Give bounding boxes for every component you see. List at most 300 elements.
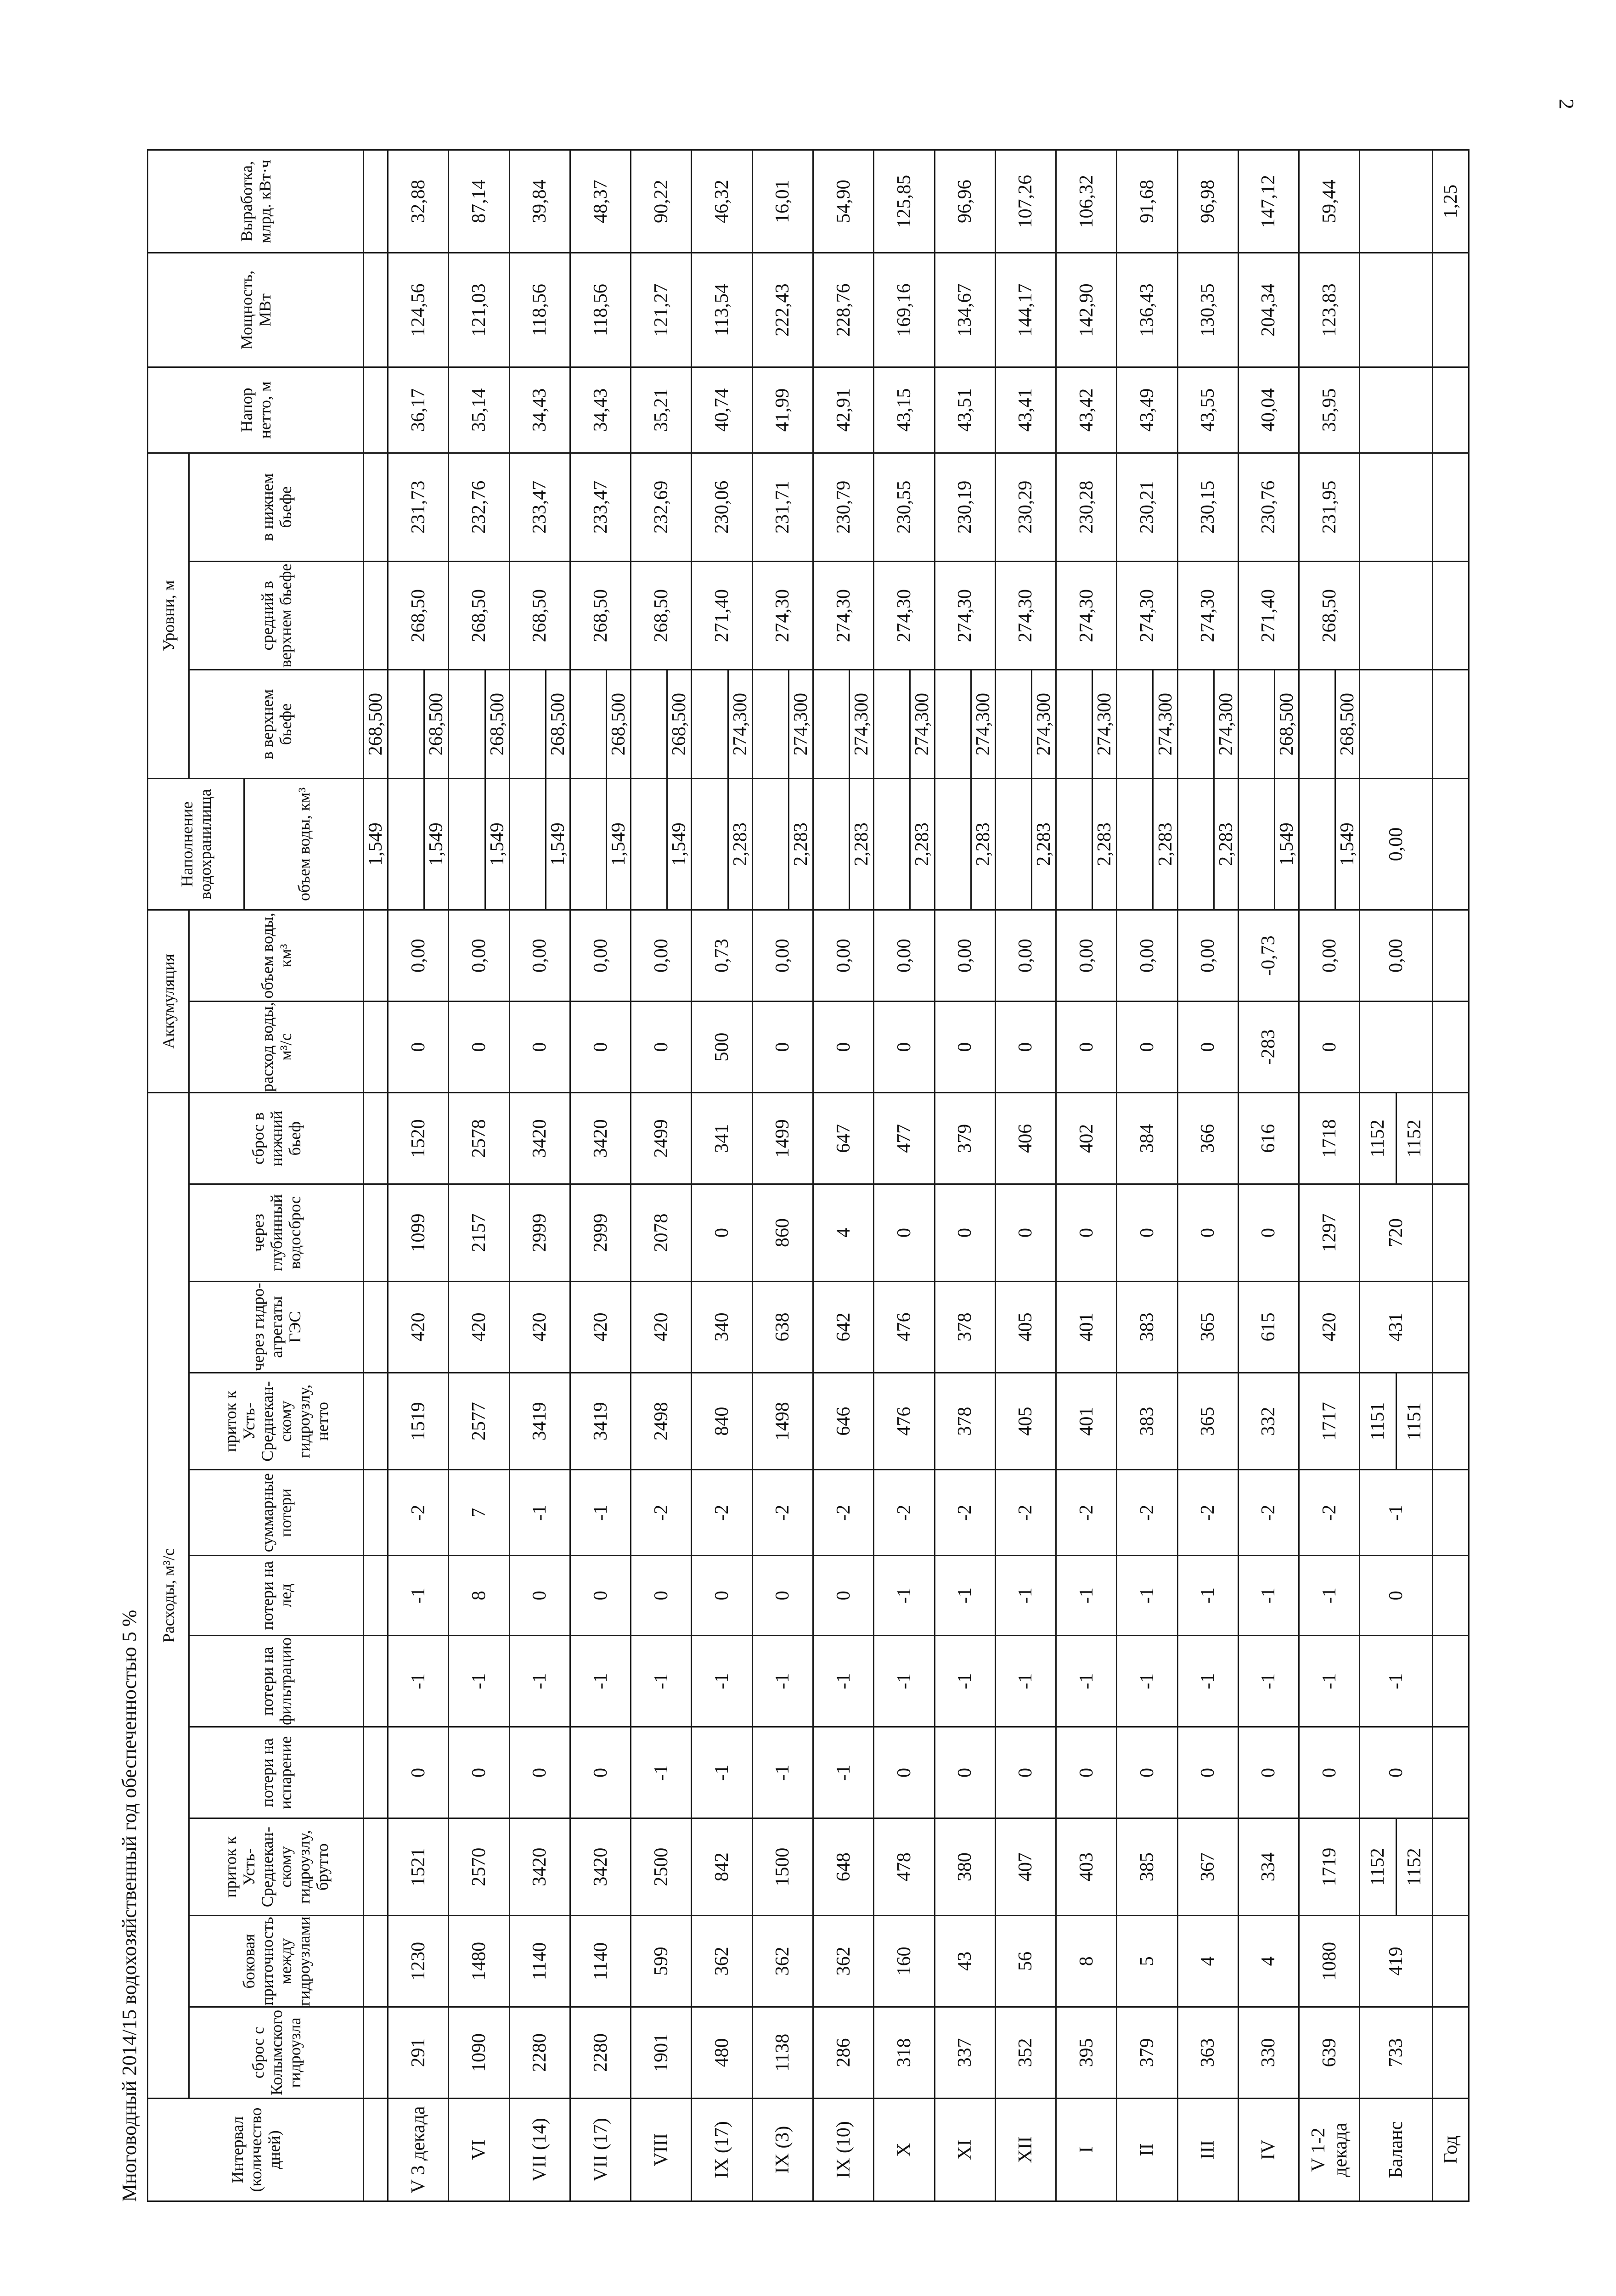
cell-v-vb-empty xyxy=(1177,670,1214,778)
cell-summarnye: -1 xyxy=(570,1470,631,1556)
cell-vyrabotka: 96,96 xyxy=(935,150,995,253)
year-empty xyxy=(1432,1281,1469,1373)
cell-v-nb: 231,95 xyxy=(1299,453,1360,561)
cell-end-v-vb: 274,300 xyxy=(728,670,752,778)
cell-v-nb: 231,73 xyxy=(388,453,449,561)
cell-moshchnost: 169,16 xyxy=(874,253,935,367)
cell-sredniy-vb: 268,50 xyxy=(631,562,692,670)
cell-sbros-kolyma: 639 xyxy=(1299,2007,1360,2098)
cell-poteri-filtr: -1 xyxy=(1056,1636,1117,1727)
cell-obem-nap-empty xyxy=(1238,778,1274,910)
cell-end-obem: 2,283 xyxy=(788,778,813,910)
cell-obem-akk: 0,00 xyxy=(935,910,995,1002)
cell-v-nb: 230,06 xyxy=(692,453,752,561)
cell-sredniy-vb: 268,50 xyxy=(449,562,509,670)
cell-end-v-vb: 274,300 xyxy=(1031,670,1056,778)
cell-poteri-filtr: -1 xyxy=(692,1636,752,1727)
cell-bokovaya: 1080 xyxy=(1299,1915,1360,2007)
cell-moshchnost: 124,56 xyxy=(388,253,449,367)
year-empty xyxy=(1432,778,1469,910)
table-row xyxy=(752,150,788,2201)
cell-sredniy-vb: 274,30 xyxy=(995,562,1056,670)
cell-end-obem: 1,549 xyxy=(1274,778,1299,910)
header-obem-akk: объем воды, км³ xyxy=(189,910,364,1002)
year-empty xyxy=(1432,1915,1469,2007)
cell-sbros-kolyma: 286 xyxy=(813,2007,873,2098)
cell-rashod-akk: 0 xyxy=(1299,1002,1360,1093)
header-poteri-led: потери на лед xyxy=(189,1556,364,1636)
cell-pritok-brutto: 648 xyxy=(813,1818,873,1916)
row-label: V 1-2 декада xyxy=(1299,2099,1360,2201)
cell-sbros-nb: 3420 xyxy=(570,1093,631,1184)
cell-end-v-vb: 274,300 xyxy=(1092,670,1117,778)
cell-sredniy-vb: 268,50 xyxy=(570,562,631,670)
cell-sbros-kolyma: 330 xyxy=(1238,2007,1299,2098)
cell-sbros-nb: 616 xyxy=(1238,1093,1299,1184)
cell-cherez-ga: 401 xyxy=(1056,1281,1117,1373)
cell-obem-nap-empty xyxy=(995,778,1031,910)
cell-moshchnost: 134,67 xyxy=(935,253,995,367)
cell-end-obem: 1,549 xyxy=(1335,778,1360,910)
cell-end-v-vb: 274,300 xyxy=(1214,670,1238,778)
cell-v-nb: 230,55 xyxy=(874,453,935,561)
balance-poteri-filtr: -1 xyxy=(1360,1636,1432,1727)
cell-poteri-led: -1 xyxy=(1299,1556,1360,1636)
cell-napor: 43,15 xyxy=(874,367,935,453)
cell-sbros-nb: 3420 xyxy=(509,1093,570,1184)
balance-poteri-isp: 0 xyxy=(1360,1727,1432,1818)
cell-sbros-kolyma: 363 xyxy=(1177,2007,1238,2098)
table-row xyxy=(692,150,728,2201)
cell-bokovaya: 362 xyxy=(752,1915,813,2007)
cell-obem-nap-empty xyxy=(388,778,424,910)
table-row xyxy=(388,150,424,2201)
header-pritok-brutto: приток к Усть-Среднекан-скому гидроузлу, брутто xyxy=(189,1818,364,1916)
cell-poteri-led: 0 xyxy=(509,1556,570,1636)
cell-obem-nap-empty xyxy=(1056,778,1092,910)
cell-moshchnost: 144,17 xyxy=(995,253,1056,367)
header-obem-nap: объем воды, км³ xyxy=(244,778,364,910)
cell-pritok-brutto: 407 xyxy=(995,1818,1056,1916)
cell-end-v-vb: 274,300 xyxy=(910,670,935,778)
cell-v-nb: 230,76 xyxy=(1238,453,1299,561)
cell-v-nb: 231,71 xyxy=(752,453,813,561)
cell-poteri-led: 0 xyxy=(752,1556,813,1636)
cell-sredniy-vb: 271,40 xyxy=(1238,562,1299,670)
cell-end-obem: 2,283 xyxy=(910,778,935,910)
cell-obem-akk: 0,00 xyxy=(1299,910,1360,1002)
year-empty xyxy=(1432,1184,1469,1282)
cell-v-nb: 230,21 xyxy=(1117,453,1177,561)
row-label: IV xyxy=(1238,2099,1299,2201)
cell-poteri-led: 0 xyxy=(570,1556,631,1636)
table-row xyxy=(1177,150,1214,2201)
cell-obem-akk: 0,00 xyxy=(1056,910,1117,1002)
cell-summarnye: -2 xyxy=(874,1470,935,1556)
cell-sbros-kolyma: 379 xyxy=(1117,2007,1177,2098)
cell-vyrabotka: 90,22 xyxy=(631,150,692,253)
balance-pritok-netto-2: 1151 xyxy=(1396,1373,1432,1470)
cell-bokovaya: 599 xyxy=(631,1915,692,2007)
cell-rashod-akk: 500 xyxy=(692,1002,752,1093)
cell-poteri-led: 8 xyxy=(449,1556,509,1636)
cell-v-vb-empty xyxy=(813,670,849,778)
cell-end-obem: 2,283 xyxy=(1031,778,1056,910)
rotated-content xyxy=(115,149,1470,2202)
cell-v-nb: 232,76 xyxy=(449,453,509,561)
cell-napor: 41,99 xyxy=(752,367,813,453)
cell-napor: 43,55 xyxy=(1177,367,1238,453)
cell-summarnye: -2 xyxy=(813,1470,873,1556)
cell-cherez-gv: 0 xyxy=(1056,1184,1117,1282)
cell-pritok-netto: 332 xyxy=(1238,1373,1299,1470)
cell-cherez-gv: 1297 xyxy=(1299,1184,1360,1282)
table-row xyxy=(1238,150,1274,2201)
cell-summarnye: -2 xyxy=(1238,1470,1299,1556)
cell-poteri-isp: -1 xyxy=(813,1727,873,1818)
balance-row xyxy=(1360,150,1396,2201)
balance-bokovaya: 419 xyxy=(1360,1915,1432,2007)
cell-end-v-vb: 268,500 xyxy=(546,670,570,778)
cell-v-nb: 230,28 xyxy=(1056,453,1117,561)
balance-pritok-brutto: 1152 xyxy=(1360,1818,1396,1916)
cell-pritok-brutto: 403 xyxy=(1056,1818,1117,1916)
cell-poteri-isp: -1 xyxy=(752,1727,813,1818)
cell-obem-akk: -0,73 xyxy=(1238,910,1299,1002)
cell-cherez-gv: 2157 xyxy=(449,1184,509,1282)
cell-obem-akk: 0,00 xyxy=(449,910,509,1002)
cell-obem-akk: 0,73 xyxy=(692,910,752,1002)
cell-cherez-ga: 642 xyxy=(813,1281,873,1373)
cell-obem-nap-empty xyxy=(752,778,788,910)
cell-vyrabotka: 107,26 xyxy=(995,150,1056,253)
cell-pritok-netto: 2498 xyxy=(631,1373,692,1470)
table-row xyxy=(1117,150,1153,2201)
year-empty xyxy=(1432,367,1469,453)
cell-v-nb: 230,15 xyxy=(1177,453,1238,561)
cell-vyrabotka: 87,14 xyxy=(449,150,509,253)
cell-bokovaya: 4 xyxy=(1238,1915,1299,2007)
cell-sbros-kolyma: 1138 xyxy=(752,2007,813,2098)
cell-poteri-filtr: -1 xyxy=(1117,1636,1177,1727)
balance-empty xyxy=(1360,253,1432,367)
cell-sredniy-vb: 274,30 xyxy=(1177,562,1238,670)
cell-poteri-isp: 0 xyxy=(449,1727,509,1818)
cell-napor: 43,51 xyxy=(935,367,995,453)
cell-obem-akk: 0,00 xyxy=(752,910,813,1002)
cell-vyrabotka: 48,37 xyxy=(570,150,631,253)
cell-vyrabotka: 96,98 xyxy=(1177,150,1238,253)
cell-sredniy-vb: 274,30 xyxy=(752,562,813,670)
cell-pritok-brutto: 3420 xyxy=(570,1818,631,1916)
table-row xyxy=(570,150,606,2201)
header-v-nb: в нижнем бьефе xyxy=(189,453,364,561)
cell-rashod-akk: 0 xyxy=(752,1002,813,1093)
cell-end-v-vb: 274,300 xyxy=(1153,670,1177,778)
cell-obem-nap-empty xyxy=(570,778,606,910)
cell-summarnye: -2 xyxy=(995,1470,1056,1556)
cell-poteri-led: -1 xyxy=(1056,1556,1117,1636)
cell-poteri-led: -1 xyxy=(874,1556,935,1636)
header-poteri-isp: потери на испарение xyxy=(189,1727,364,1818)
header-rashody: Расходы, м³/с xyxy=(148,1093,189,2099)
cell-poteri-filtr: -1 xyxy=(1238,1636,1299,1727)
cell-poteri-filtr: -1 xyxy=(449,1636,509,1727)
cell-v-vb-empty xyxy=(752,670,788,778)
year-empty xyxy=(1432,1727,1469,1818)
cell-pritok-brutto: 842 xyxy=(692,1818,752,1916)
cell-pritok-netto: 1498 xyxy=(752,1373,813,1470)
cell-napor: 43,42 xyxy=(1056,367,1117,453)
cell-poteri-led: -1 xyxy=(1117,1556,1177,1636)
cell-obem-nap-empty xyxy=(1177,778,1214,910)
cell-summarnye: -2 xyxy=(935,1470,995,1556)
balance-empty xyxy=(1360,670,1432,778)
cell-bokovaya: 5 xyxy=(1117,1915,1177,2007)
header-rashod-vody: расход воды, м³/с xyxy=(189,1002,364,1093)
cell-v-vb-empty xyxy=(388,670,424,778)
cell-sbros-kolyma: 1901 xyxy=(631,2007,692,2098)
cell-poteri-isp: 0 xyxy=(388,1727,449,1818)
cell-poteri-isp: 0 xyxy=(1056,1727,1117,1818)
cell-poteri-led: -1 xyxy=(1177,1556,1238,1636)
cell-vyrabotka: 147,12 xyxy=(1238,150,1299,253)
cell-pritok-netto: 405 xyxy=(995,1373,1056,1470)
cell-end-v-vb: 268,500 xyxy=(667,670,692,778)
cell-summarnye: 7 xyxy=(449,1470,509,1556)
row-label: XII xyxy=(995,2099,1056,2201)
cell-v-vb-empty xyxy=(935,670,971,778)
cell-end-obem: 2,283 xyxy=(1153,778,1177,910)
cell-cherez-gv: 4 xyxy=(813,1184,873,1282)
balance-empty xyxy=(1360,367,1432,453)
cell-poteri-filtr: -1 xyxy=(995,1636,1056,1727)
cell-summarnye: -2 xyxy=(692,1470,752,1556)
table-row xyxy=(509,150,546,2201)
cell-poteri-filtr: -1 xyxy=(631,1636,692,1727)
balance-empty xyxy=(1360,453,1432,561)
cell-poteri-isp: -1 xyxy=(692,1727,752,1818)
cell-obem-akk: 0,00 xyxy=(631,910,692,1002)
year-empty xyxy=(1432,1556,1469,1636)
cell-obem-akk: 0,00 xyxy=(813,910,873,1002)
header-cherez-ga: через гидро-агрегаты ГЭС xyxy=(189,1281,364,1373)
row-label: VII (14) xyxy=(509,2099,570,2201)
balance-sbros-kolyma: 733 xyxy=(1360,2007,1432,2098)
cell-vyrabotka: 16,01 xyxy=(752,150,813,253)
header-interval: Интервал (количество дней) xyxy=(148,2099,364,2201)
cell-pritok-netto: 840 xyxy=(692,1373,752,1470)
cell-v-nb: 230,79 xyxy=(813,453,873,561)
cell-napor: 42,91 xyxy=(813,367,873,453)
cell-pritok-brutto: 478 xyxy=(874,1818,935,1916)
cell-v-vb-empty xyxy=(874,670,910,778)
cell-cherez-ga: 420 xyxy=(570,1281,631,1373)
cell-cherez-ga: 420 xyxy=(631,1281,692,1373)
cell-poteri-isp: 0 xyxy=(509,1727,570,1818)
cell-summarnye: -2 xyxy=(752,1470,813,1556)
cell-sredniy-vb: 274,30 xyxy=(813,562,873,670)
cell-rashod-akk: 0 xyxy=(1117,1002,1177,1093)
cell-moshchnost: 121,03 xyxy=(449,253,509,367)
cell-poteri-led: -1 xyxy=(935,1556,995,1636)
cell-sredniy-vb: 268,50 xyxy=(509,562,570,670)
cell-summarnye: -2 xyxy=(1177,1470,1238,1556)
balance-rashod-akk xyxy=(1360,1002,1432,1093)
cell-v-vb-empty xyxy=(1238,670,1274,778)
cell-moshchnost: 130,35 xyxy=(1177,253,1238,367)
cell-rashod-akk: 0 xyxy=(631,1002,692,1093)
row-label: XI xyxy=(935,2099,995,2201)
cell-sbros-kolyma: 1090 xyxy=(449,2007,509,2098)
cell-poteri-led: -1 xyxy=(388,1556,449,1636)
page-number: 2 xyxy=(1555,99,1578,109)
cell-sbros-nb: 384 xyxy=(1117,1093,1177,1184)
cell-vyrabotka: 39,84 xyxy=(509,150,570,253)
cell-cherez-ga: 638 xyxy=(752,1281,813,1373)
balance-pritok-netto: 1151 xyxy=(1360,1373,1396,1470)
row-label: II xyxy=(1117,2099,1177,2201)
cell-poteri-filtr: -1 xyxy=(935,1636,995,1727)
cell-end-obem: 2,283 xyxy=(850,778,874,910)
cell-cherez-ga: 340 xyxy=(692,1281,752,1373)
balance-empty xyxy=(1360,150,1432,253)
initial-state-row xyxy=(364,150,388,2201)
cell-pritok-netto: 3419 xyxy=(509,1373,570,1470)
cell-end-v-vb: 268,500 xyxy=(607,670,631,778)
cell-poteri-filtr: -1 xyxy=(570,1636,631,1727)
cell-sredniy-vb: 274,30 xyxy=(935,562,995,670)
table-row xyxy=(1299,150,1335,2201)
cell-bokovaya: 362 xyxy=(813,1915,873,2007)
table-row xyxy=(449,150,485,2201)
cell-v-nb: 233,47 xyxy=(570,453,631,561)
header-moshchnost: Мощность, МВт xyxy=(148,253,364,367)
cell-sredniy-vb: 268,50 xyxy=(1299,562,1360,670)
year-empty xyxy=(1432,2007,1469,2098)
cell-obem-nap-empty xyxy=(874,778,910,910)
cell-vyrabotka: 91,68 xyxy=(1117,150,1177,253)
cell-poteri-filtr: -1 xyxy=(1299,1636,1360,1727)
cell-napor: 34,43 xyxy=(509,367,570,453)
cell-bokovaya: 1480 xyxy=(449,1915,509,2007)
table-row xyxy=(874,150,910,2201)
cell-cherez-ga: 476 xyxy=(874,1281,935,1373)
cell-obem-nap-empty xyxy=(935,778,971,910)
cell-obem-nap-empty xyxy=(449,778,485,910)
cell-vyrabotka: 59,44 xyxy=(1299,150,1360,253)
document-title: Многоводный 2014/15 водохозяйственный год обеспеченностью 5 % xyxy=(118,1609,141,2202)
cell-poteri-led: -1 xyxy=(995,1556,1056,1636)
cell-moshchnost: 142,90 xyxy=(1056,253,1117,367)
cell-bokovaya: 1230 xyxy=(388,1915,449,2007)
cell-napor: 34,43 xyxy=(570,367,631,453)
cell-napor: 43,41 xyxy=(995,367,1056,453)
cell-summarnye: -1 xyxy=(509,1470,570,1556)
header-bokovaya: боковая приточность между гидроузлами xyxy=(189,1915,364,2007)
cell-poteri-filtr: -1 xyxy=(874,1636,935,1727)
cell-obem-nap-empty xyxy=(631,778,667,910)
cell-end-v-vb: 274,300 xyxy=(850,670,874,778)
cell-pritok-brutto: 1500 xyxy=(752,1818,813,1916)
cell-v-vb-empty xyxy=(1056,670,1092,778)
cell-pritok-netto: 476 xyxy=(874,1373,935,1470)
cell-summarnye: -2 xyxy=(1056,1470,1117,1556)
balance-sbros-nb: 1152 xyxy=(1360,1093,1396,1184)
initial-obem: 1,549 xyxy=(364,778,388,910)
cell-v-vb-empty xyxy=(509,670,546,778)
table-body xyxy=(364,150,1469,2201)
cell-poteri-isp: 0 xyxy=(1177,1727,1238,1818)
cell-end-obem: 1,549 xyxy=(607,778,631,910)
cell-summarnye: -2 xyxy=(631,1470,692,1556)
header-pritok-netto: приток к Усть-Среднекан-скому гидроузлу, нетто xyxy=(189,1373,364,1470)
balance-summarnye: -1 xyxy=(1360,1470,1432,1556)
cell-v-nb: 232,69 xyxy=(631,453,692,561)
row-label: VII (17) xyxy=(570,2099,631,2201)
row-label: VI xyxy=(449,2099,509,2201)
header-urovni: Уровни, м xyxy=(148,453,189,778)
cell-obem-akk: 0,00 xyxy=(509,910,570,1002)
cell-end-obem: 1,549 xyxy=(546,778,570,910)
header-sredniy-vb: средний в верхнем бьефе xyxy=(189,562,364,670)
cell-end-v-vb: 268,500 xyxy=(424,670,449,778)
header-sbros-kolyma: сброс с Колымского гидроузла xyxy=(189,2007,364,2098)
cell-cherez-ga: 420 xyxy=(509,1281,570,1373)
cell-obem-nap-empty xyxy=(1117,778,1153,910)
year-label: Год xyxy=(1432,2099,1469,2201)
cell-rashod-akk: 0 xyxy=(570,1002,631,1093)
row-label: V 3 декада xyxy=(388,2099,449,2201)
cell-pritok-netto: 1519 xyxy=(388,1373,449,1470)
cell-poteri-filtr: -1 xyxy=(388,1636,449,1727)
cell-rashod-akk: 0 xyxy=(935,1002,995,1093)
cell-end-obem: 1,549 xyxy=(667,778,692,910)
cell-sbros-kolyma: 352 xyxy=(995,2007,1056,2098)
cell-cherez-gv: 0 xyxy=(1238,1184,1299,1282)
cell-moshchnost: 118,56 xyxy=(570,253,631,367)
cell-poteri-isp: 0 xyxy=(874,1727,935,1818)
cell-vyrabotka: 32,88 xyxy=(388,150,449,253)
cell-rashod-akk: 0 xyxy=(1056,1002,1117,1093)
cell-vyrabotka: 125,85 xyxy=(874,150,935,253)
cell-pritok-brutto: 385 xyxy=(1117,1818,1177,1916)
cell-end-v-vb: 274,300 xyxy=(788,670,813,778)
cell-pritok-netto: 401 xyxy=(1056,1373,1117,1470)
cell-sbros-nb: 402 xyxy=(1056,1093,1117,1184)
cell-pritok-netto: 378 xyxy=(935,1373,995,1470)
cell-sbros-nb: 366 xyxy=(1177,1093,1238,1184)
cell-end-v-vb: 268,500 xyxy=(1335,670,1360,778)
balance-sbros-nb-2: 1152 xyxy=(1396,1093,1432,1184)
cell-pritok-brutto: 334 xyxy=(1238,1818,1299,1916)
year-empty xyxy=(1432,1818,1469,1916)
header-v-vb: в верхнем бьефе xyxy=(189,670,364,778)
year-empty xyxy=(1432,453,1469,561)
cell-cherez-gv: 860 xyxy=(752,1184,813,1282)
cell-cherez-gv: 0 xyxy=(935,1184,995,1282)
cell-v-nb: 230,29 xyxy=(995,453,1056,561)
cell-poteri-filtr: -1 xyxy=(813,1636,873,1727)
cell-cherez-gv: 2999 xyxy=(509,1184,570,1282)
cell-poteri-isp: 0 xyxy=(570,1727,631,1818)
cell-napor: 35,21 xyxy=(631,367,692,453)
cell-poteri-led: 0 xyxy=(631,1556,692,1636)
cell-cherez-ga: 383 xyxy=(1117,1281,1177,1373)
cell-sbros-nb: 1718 xyxy=(1299,1093,1360,1184)
cell-v-nb: 230,19 xyxy=(935,453,995,561)
row-label: IX (17) xyxy=(692,2099,752,2201)
